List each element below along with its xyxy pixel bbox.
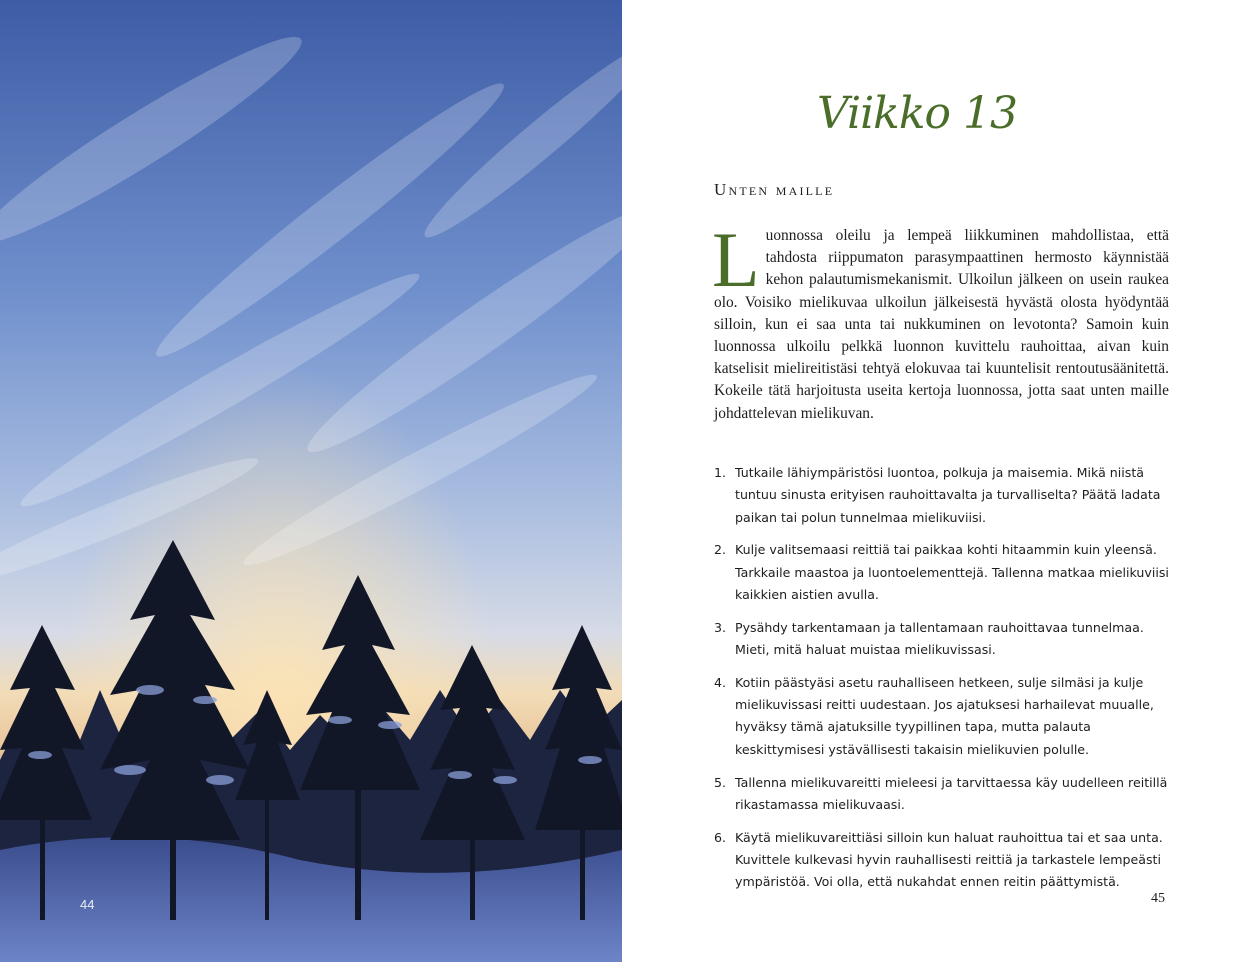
list-item-text: Pysähdy tarkentamaan ja tallentamaan rauhoittavaa tunnelmaa. Mieti, mitä haluat muistaa mielikuvissasi. xyxy=(735,619,1144,658)
list-item-number: 5. xyxy=(714,774,727,790)
page-title: Viikko 13 xyxy=(817,88,1017,139)
list-item xyxy=(714,539,1174,606)
list-item-text: Kotiin päästyäsi asetu rauhalliseen hetkeen, sulje silmäsi ja kulje mielikuvissasi reitti uudestaan. Jos ajatuksesi harhailevat muualle, hyväksy tämä ajatuksille tyypillinen tapa, mutta palauta keskittymisesi ystävällisesti takaisin mielikuvien polulle. xyxy=(735,674,1154,757)
list-item-text: Tutkaile lähiympäristösi luontoa, polkuja ja maisemia. Mikä niistä tuntuu sinusta erityisen rauhoittavalta ja turvalliselta? Päätä ladata paikan tai polun tunnelmaa mielikuviisi. xyxy=(735,465,1161,525)
page-number-left: 44 xyxy=(80,897,95,912)
list-item-text: Tallenna mielikuvareitti mieleesi ja tarvittaessa käy uudelleen reitillä rikastamassa mielikuvaasi. xyxy=(735,774,1168,812)
list-item xyxy=(714,772,1174,817)
list-item xyxy=(714,827,1174,894)
section-heading: Unten maille xyxy=(714,180,835,199)
intro-text: uonnossa oleilu ja lempeä liikkuminen mahdollistaa, että tahdosta riippumaton parasympaattinen hermosto käynnistää kehon palautumismekanismit. Ulkoilun jälkeen on usein raukea olo. Voisiko mielikuvaa ulkoilun jälkeisestä hyvästä olosta hyödyntää silloin, kun ei saa unta tai nukkuminen on levotonta? Samoin kuin luonnossa ulkoilu pelkkä luonnon kuvittelu rauhoittaa, aivan kuin katselisit mielireitistäsi tehtyä elokuvaa tai kuuntelisit rentoutusäänitettä. Kokeile tätä harjoitusta useita kertoja luonnossa, jotta saat unten maille johdattelevan mielikuvan. xyxy=(714,227,1169,422)
list-item xyxy=(714,617,1174,662)
list-item-number: 3. xyxy=(714,619,727,635)
steps-list xyxy=(714,462,1174,904)
drop-cap: L xyxy=(712,216,760,303)
list-item-text: Käytä mielikuvareittiäsi silloin kun haluat rauhoittua tai et saa unta. Kuvittele kulkevasi hyvin rauhallisesti reittiä ja tarkastele lempeästi ympäristöä. Voi olla, että nukahdat ennen reitin päättymistä. xyxy=(735,829,1163,890)
list-item xyxy=(714,462,1174,529)
list-item-number: 2. xyxy=(714,542,727,558)
list-item-number: 6. xyxy=(714,829,727,845)
list-item-number: 1. xyxy=(714,465,727,480)
right-page xyxy=(622,0,1244,962)
list-item-text: Kulje valitsemaasi reittiä tai paikkaa kohti hitaammin kuin yleensä. Tarkkaile maastoa ja luontoelementtejä. Tallenna matkaa mielikuviisi kaikkien aistien avulla. xyxy=(735,542,1169,602)
list-item xyxy=(714,672,1174,761)
list-item-number: 4. xyxy=(714,674,727,690)
page-number-right: 45 xyxy=(1151,891,1165,906)
intro-paragraph xyxy=(712,216,1169,425)
